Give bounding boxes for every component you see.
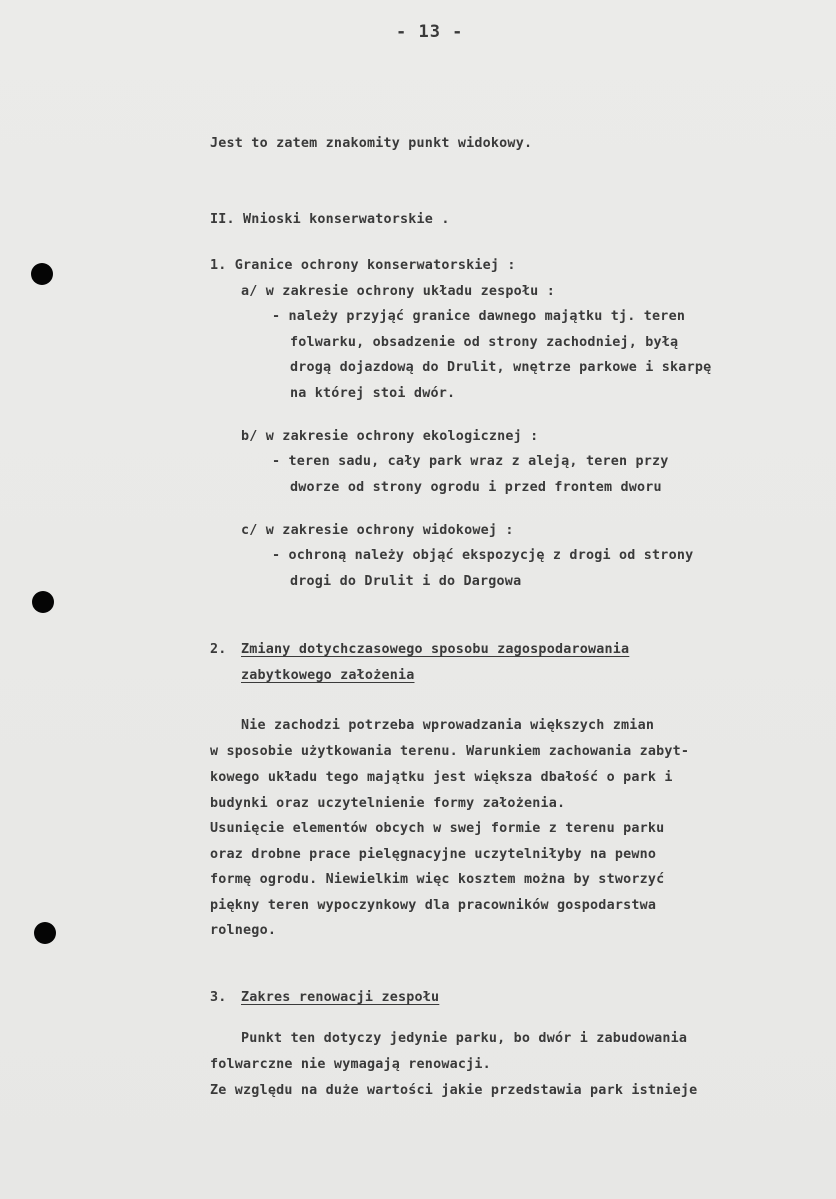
text-line: folwarczne nie wymagają renowacji. — [210, 1057, 491, 1072]
numbered-heading-number: 3. — [210, 990, 227, 1005]
subsection-heading: c/ w zakresie ochrony widokowej : — [241, 523, 514, 538]
numbered-heading: Zakres renowacji zespołu — [241, 990, 440, 1005]
text-line: Nie zachodzi potrzeba wprowadzania większych zmian — [241, 718, 655, 733]
punch-hole — [32, 591, 54, 613]
text-line: budynki oraz uczytelnienie formy założenia. — [210, 796, 566, 811]
numbered-heading-number: 2. — [210, 642, 227, 657]
text-line: drogi do Drulit i do Dargowa — [290, 574, 522, 589]
punch-hole — [31, 263, 53, 285]
page-number: - 13 - — [396, 22, 464, 42]
text-line: Ze względu na duże wartości jakie przedstawia park istnieje — [210, 1083, 698, 1098]
punch-hole — [34, 922, 56, 944]
text-line: w sposobie użytkowania terenu. Warunkiem zachowania zabyt- — [210, 744, 690, 759]
numbered-heading: 1. Granice ochrony konserwatorskiej : — [210, 258, 516, 273]
text-line: Punkt ten dotyczy jedynie parku, bo dwór i zabudowania — [241, 1031, 688, 1046]
text-line: formę ogrodu. Niewielkim więc kosztem można by stworzyć — [210, 872, 665, 887]
text-line: oraz drobne prace pielęgnacyjne uczytelniłyby na pewno — [210, 847, 657, 862]
subsection-heading: a/ w zakresie ochrony układu zespołu : — [241, 284, 555, 299]
text-line: - ochroną należy objąć ekspozycję z drogi od strony — [272, 548, 694, 563]
text-line: - należy przyjąć granice dawnego majątku tj. teren — [272, 309, 686, 324]
section-heading: II. Wnioski konserwatorskie . — [210, 212, 450, 227]
text-line: kowego układu tego majątku jest większa dbałość o park i — [210, 770, 673, 785]
numbered-heading-continued: zabytkowego założenia — [241, 668, 415, 683]
text-line: na której stoi dwór. — [290, 386, 456, 401]
subsection-heading: b/ w zakresie ochrony ekologicznej : — [241, 429, 539, 444]
text-line: - teren sadu, cały park wraz z aleją, teren przy — [272, 454, 669, 469]
text-line: Jest to zatem znakomity punkt widokowy. — [210, 136, 533, 151]
text-line: piękny teren wypoczynkowy dla pracowników gospodarstwa — [210, 898, 657, 913]
text-line: Usunięcie elementów obcych w swej formie z terenu parku — [210, 821, 665, 836]
text-line: drogą dojazdową do Drulit, wnętrze parkowe i skarpę — [290, 360, 712, 375]
text-line: rolnego. — [210, 923, 277, 938]
numbered-heading: Zmiany dotychczasowego sposobu zagospodarowania — [241, 642, 630, 657]
text-line: dworze od strony ogrodu i przed frontem dworu — [290, 480, 662, 495]
text-line: folwarku, obsadzenie od strony zachodniej, byłą — [290, 335, 679, 350]
